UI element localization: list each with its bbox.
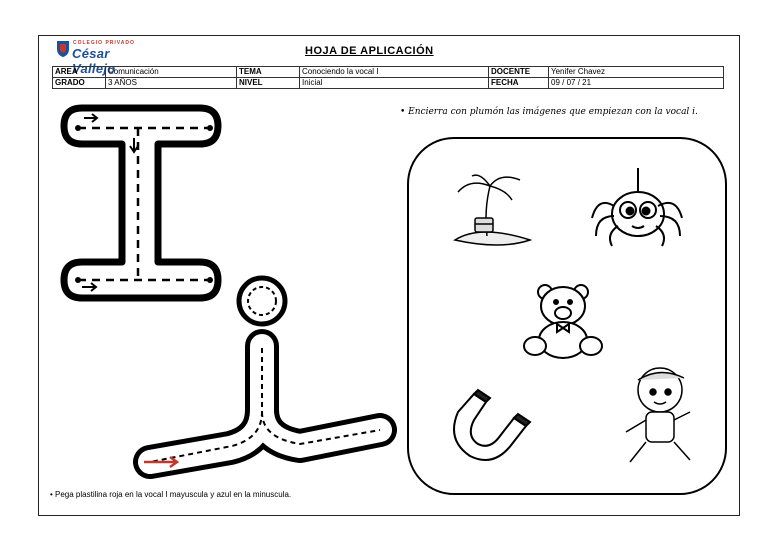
nivel-label: NIVEL xyxy=(237,78,300,89)
lowercase-i-figure xyxy=(144,278,380,467)
child-icon xyxy=(626,368,690,462)
instruction-plasticine: • Pega plastilina roja en la vocal I mayuscula y azul en la minuscula. xyxy=(50,490,292,499)
magnet-icon xyxy=(454,390,530,460)
teddy-bear-icon xyxy=(524,285,602,358)
grado-value: 3 AÑOS xyxy=(106,78,237,89)
logo-small-text: COLEGIO PRIVADO xyxy=(73,40,135,46)
area-value: Comunicación xyxy=(106,67,237,78)
area-label: AREA xyxy=(53,67,106,78)
docente-label: DOCENTE xyxy=(489,67,549,78)
uppercase-i-figure xyxy=(64,108,218,298)
logo-name: César Vallejo xyxy=(72,46,116,76)
tema-value: Conociendo la vocal I xyxy=(300,67,489,78)
docente-value: Yenifer Chavez xyxy=(549,67,724,78)
instruction-circle-images: • Encierra con plumón las imágenes que empiezan con la vocal i. xyxy=(400,107,698,117)
grado-label: GRADO xyxy=(53,78,106,89)
page-title: HOJA DE APLICACIÓN xyxy=(305,45,434,57)
spider-icon xyxy=(592,168,682,246)
fecha-label: FECHA xyxy=(489,78,549,89)
tema-label: TEMA xyxy=(237,67,300,78)
fecha-value: 09 / 07 / 21 xyxy=(549,78,724,89)
nivel-value: Inicial xyxy=(300,78,489,89)
island-icon xyxy=(455,175,530,245)
